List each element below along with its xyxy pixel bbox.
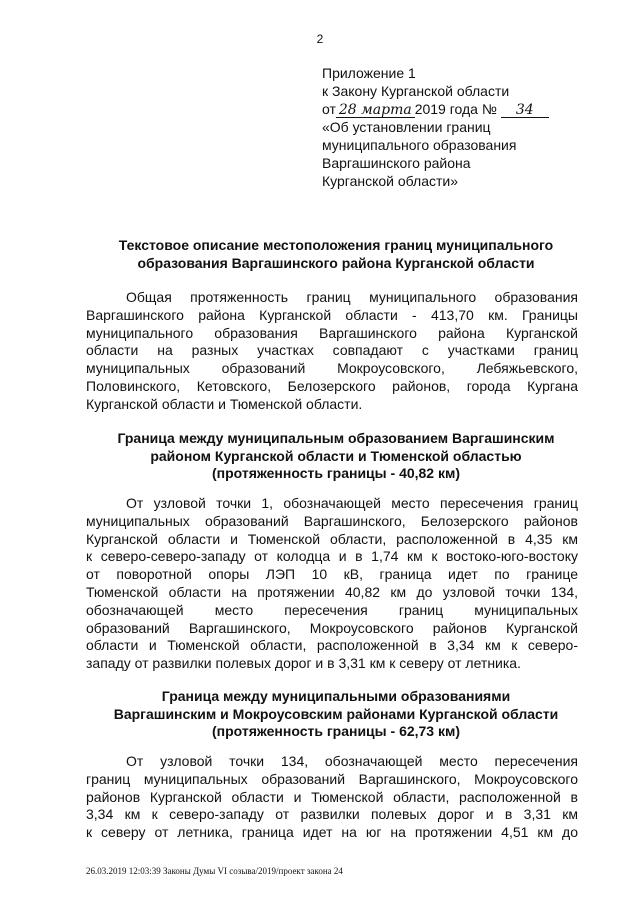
paragraph-line: обозначающей место пересечения границ муниципальных [86,601,578,618]
heading-line: районом Курганской области и Тюменской областью [150,447,522,464]
section1-paragraph [86,495,578,673]
paragraph-line: западу от развилки полевых дорог и в 3,31 км к северу от летника. [86,655,521,672]
handwritten-law-number: 34 [501,103,549,118]
paragraph-line: 3,34 км к северо-западу от развилки полевых дорог и в 3,31 км [86,806,578,823]
annex-year-label: 2019 года № [414,101,497,117]
paragraph-line: границ муниципальных образований Варгашинского, Мокроусовского [86,770,578,787]
document-title [86,237,586,272]
heading-line: Граница между муниципальными образованиями [161,688,511,704]
paragraph-line: Общая протяженность границ муниципального образования [126,289,578,305]
section2-paragraph [86,753,578,842]
paragraph-line: образований Варгашинского, Мокроусовского районов Курганской [86,619,578,636]
paragraph-line: от поворотной опоры ЛЭП 10 кВ, граница идет по границе [86,566,578,583]
annex-from-label: от [322,101,336,117]
heading-line: Граница между муниципальным образованием Варгашинским [117,430,555,446]
section1-heading [86,430,586,483]
paragraph-line: к северо-северо-западу от колодца и в 1,74 км к востоко-юго-востоку [86,548,578,565]
page-number: 2 [316,32,324,46]
paragraph-line: муниципального образования Варгашинского района Курганской [86,324,578,341]
title-line: образования Варгашинского района Курганской области [137,254,535,271]
footer-file-path: 26.03.2019 12:03:39 Законы Думы VI созыва/2019/проект закона 24 [86,866,343,876]
annex-line: к Закону Курганской области [322,83,510,99]
intro-paragraph [86,289,578,414]
annex-block [322,64,622,190]
paragraph-line: Курганской области и Тюменской области, расположенной в 4,35 км [86,530,578,547]
section2-heading [86,688,586,741]
annex-line: муниципального образования [322,137,517,153]
heading-line: (протяженность границы - 62,73 км) [211,723,461,739]
heading-line: (протяженность границы - 40,82 км) [211,465,461,481]
paragraph-line: районов Курганской области и Тюменской области, расположенной в [86,788,578,805]
paragraph-line: От узловой точки 134, обозначающей место пересечения [126,753,578,769]
annex-line: Курганской области» [322,173,459,189]
paragraph-line: муниципальных образований Варгашинского, Белозерского районов [86,512,578,529]
paragraph-line: области и Тюменской области, расположенной в 3,34 км к северо- [86,637,578,654]
paragraph-line: области на разных участках совпадают с участками границ [86,342,578,359]
annex-date-line [322,100,622,118]
paragraph-line: Половинского, Кетовского, Белозерского районов, города Кургана [86,377,578,394]
paragraph-line: От узловой точки 1, обозначающей место пересечения границ [126,495,578,511]
paragraph-line: Варгашинского района Курганской области - 413,70 км. Границы [86,306,578,323]
paragraph-line: к северу от летника, граница идет на юг на протяжении 4,51 км до [86,824,578,841]
heading-line: Варгашинским и Мокроусовским районами Курганской области [113,705,559,722]
annex-line: Варгашинского района [322,155,471,171]
paragraph-line: муниципальных образований Мокроусовского, Лебяжьевского, [86,360,578,377]
title-line: Текстовое описание местоположения границ муниципального [118,237,554,253]
handwritten-date: 28 марта [336,103,415,118]
annex-line: «Об установлении границ [322,119,491,135]
annex-line: Приложение 1 [322,65,416,81]
paragraph-line: Курганской области и Тюменской области. [86,395,363,412]
paragraph-line: Тюменской области на протяжении 40,82 км до узловой точки 134, [86,583,578,600]
